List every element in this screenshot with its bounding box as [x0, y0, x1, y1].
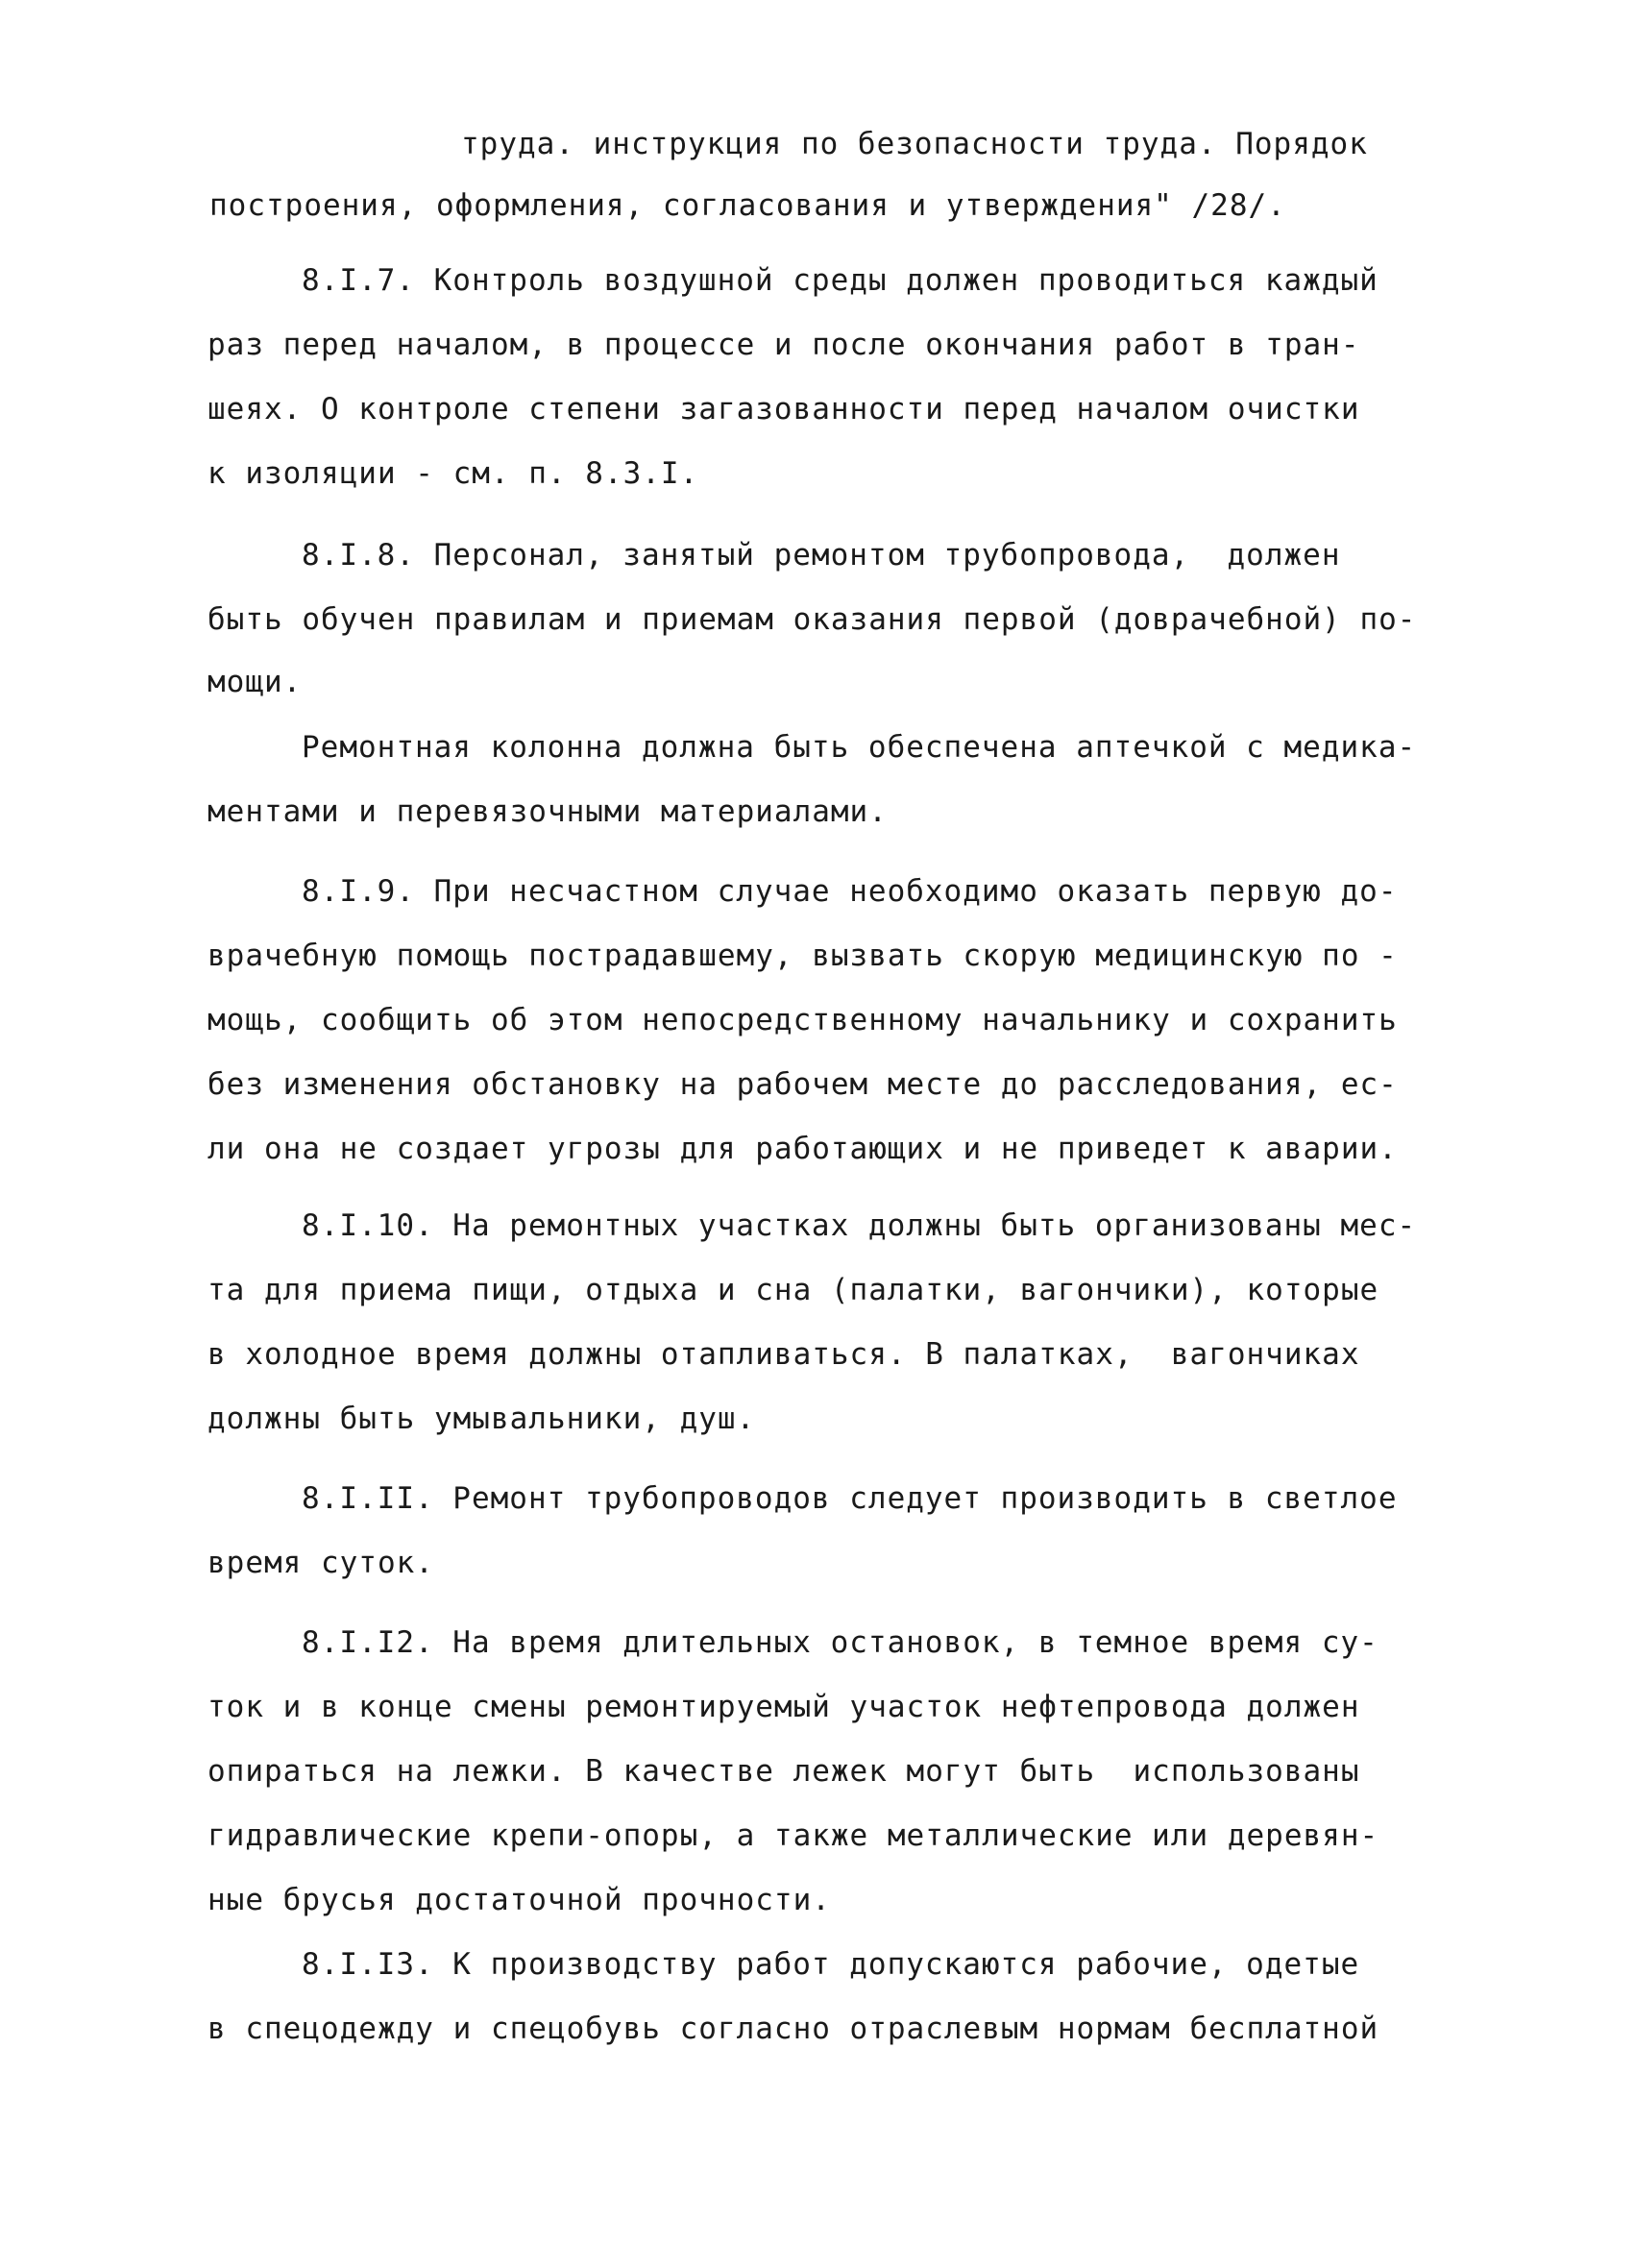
text-line: труда. инструкция по безопасности труда. Порядок [461, 127, 1368, 161]
text-line: быть обучен правилам и приемам оказания первой (доврачебной) по- [207, 602, 1417, 637]
text-line: мощь, сообщить об этом непосредственному начальнику и сохранить [207, 1003, 1398, 1037]
text-line: время суток. [207, 1546, 434, 1580]
text-line: гидравлические крепи-опоры, а также металлические или деревян- [207, 1818, 1379, 1853]
text-line: без изменения обстановку на рабочем месте до расследования, ес- [207, 1067, 1398, 1102]
text-line: врачебную помощь пострадавшему, вызвать скорую медицинскую по - [207, 939, 1398, 973]
text-line: 8.I.7. Контроль воздушной среды должен проводиться каждый [302, 263, 1378, 298]
text-line: ментами и перевязочными материалами. [207, 794, 888, 829]
text-line: 8.I.9. При несчастном случае необходимо оказать первую до- [302, 874, 1398, 909]
text-line: мощи. [207, 665, 303, 699]
text-line: в спецодежду и спецобувь согласно отраслевым нормам бесплатной [207, 2012, 1379, 2046]
text-line: раз перед началом, в процессе и после окончания работ в тран- [207, 328, 1360, 362]
text-line: должны быть умывальники, душ. [207, 1402, 756, 1436]
text-line: ток и в конце смены ремонтируемый участок нефтепровода должен [207, 1690, 1360, 1724]
text-line: 8.I.10. На ремонтных участках должны быть организованы мес- [302, 1208, 1417, 1243]
text-line: ли она не создает угрозы для работающих и не приведет к аварии. [207, 1132, 1398, 1166]
text-line: опираться на лежки. В качестве лежек могут быть использованы [207, 1754, 1360, 1789]
text-line: в холодное время должны отапливаться. В палатках, вагончиках [207, 1337, 1360, 1372]
text-line: к изоляции - см. п. 8.3.I. [207, 456, 699, 491]
text-line: шеях. О контроле степени загазованности перед началом очистки [207, 392, 1360, 427]
text-line: 8.I.II. Ремонт трубопроводов следует производить в светлое [302, 1481, 1398, 1516]
text-line: ные брусья достаточной прочности. [207, 1883, 831, 1917]
text-line: та для приема пищи, отдыха и сна (палатки, вагончики), которые [207, 1273, 1379, 1307]
text-line: построения, оформления, согласования и утверждения" /28/. [209, 188, 1286, 223]
text-line: 8.I.I2. На время длительных остановок, в темное время су- [302, 1625, 1378, 1660]
text-line: 8.I.I3. К производству работ допускаются рабочие, одетые [302, 1947, 1360, 1982]
text-line: 8.I.8. Персонал, занятый ремонтом трубопровода, должен [302, 538, 1341, 573]
text-line: Ремонтная колонна должна быть обеспечена аптечкой с медика- [302, 730, 1417, 765]
